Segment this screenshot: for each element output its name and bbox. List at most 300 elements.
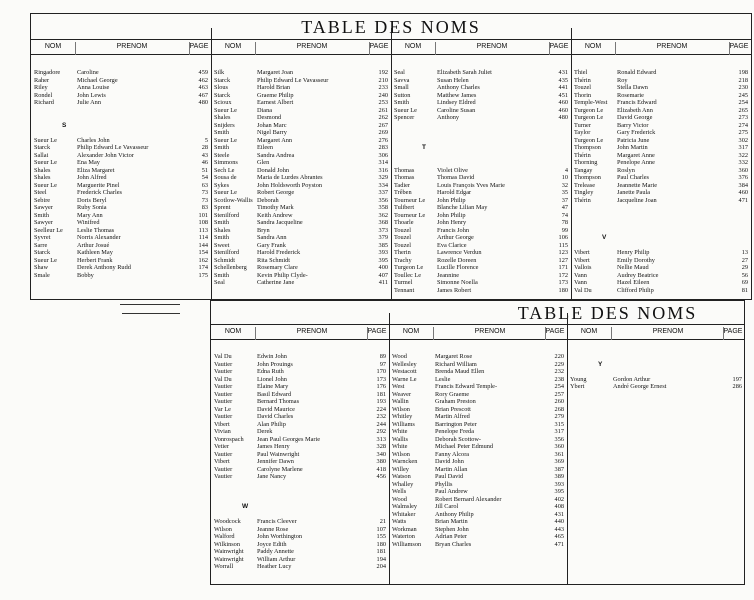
index-entry — [392, 428, 564, 436]
surname: Waterton — [392, 533, 415, 540]
given-names — [437, 152, 548, 160]
page-number: 162 — [198, 256, 208, 264]
surname: Vibert — [574, 256, 590, 264]
surname: Vallois — [574, 264, 592, 271]
given-names: Roslyn — [617, 166, 635, 174]
index-entry — [214, 458, 386, 466]
given-names: John Henry — [437, 219, 467, 226]
column-header-nom: NOM — [584, 43, 602, 50]
surname: Tingley — [574, 189, 594, 196]
given-names: Elizabeth Ann — [617, 106, 653, 114]
index-entry — [214, 361, 386, 369]
index-entry — [214, 219, 388, 227]
page-number: 395 — [554, 488, 564, 495]
given-names — [257, 496, 366, 504]
given-names: Francis John — [437, 226, 470, 234]
page-number: 175 — [198, 271, 208, 279]
cell-divider — [549, 42, 550, 55]
surname: Vetier — [214, 443, 230, 450]
page-number — [722, 368, 742, 376]
given-names — [257, 511, 366, 519]
surname: Small — [394, 84, 409, 91]
page-number: 220 — [554, 353, 564, 360]
index-entry — [574, 144, 748, 152]
page-number: 395 — [378, 256, 388, 264]
page-number: 56 — [741, 271, 748, 279]
given-names: Lucille Florence — [437, 264, 479, 271]
surname: Steel — [34, 189, 47, 196]
index-entry — [392, 443, 564, 451]
surname: Sawyer — [34, 204, 53, 211]
surname — [574, 219, 617, 227]
page-number: 114 — [198, 234, 208, 241]
column-header-prenom: PRENOM — [656, 43, 688, 50]
given-names: Brenda Maud Ellen — [435, 368, 485, 375]
page-number: 74 — [561, 211, 568, 219]
index-entry — [214, 398, 386, 406]
index-entry — [214, 473, 386, 481]
page-number: 197 — [732, 375, 742, 383]
given-names: Paul Wainwright — [257, 450, 300, 458]
given-names: Barry Victor — [617, 121, 649, 129]
page-number: 173 — [376, 375, 386, 383]
index-entry — [214, 77, 388, 85]
page-number: 384 — [738, 181, 748, 189]
index-entry — [214, 428, 386, 436]
column-header-prenom: PRENOM — [476, 43, 508, 50]
surname: Sebire — [34, 196, 51, 204]
surname — [394, 159, 437, 167]
page-number: 480 — [198, 99, 208, 106]
given-names: Norris Alexander — [77, 234, 121, 241]
page-number: 435 — [558, 76, 568, 84]
index-entry — [574, 77, 748, 85]
scan-rule — [120, 304, 180, 305]
page-number: 273 — [738, 114, 748, 121]
surname: Vautier — [214, 450, 233, 458]
given-names: Alan Philip — [257, 420, 286, 428]
page-title: TABLE DES NOMS — [301, 17, 481, 37]
surname: Williams — [392, 420, 415, 428]
index-entry — [34, 189, 208, 197]
surname: Scotlow-Wallis — [214, 196, 253, 204]
column-header-nom: NOM — [224, 43, 242, 50]
given-names: David Maurice — [257, 405, 295, 413]
page-number: 462 — [198, 76, 208, 84]
given-names: Barrington Peter — [435, 420, 477, 428]
page-number: 302 — [738, 136, 748, 144]
page-number: 73 — [201, 196, 208, 204]
surname: Wilson — [392, 405, 410, 413]
page-number: 230 — [738, 84, 748, 91]
index-entry — [392, 421, 564, 429]
surname: Slous — [214, 84, 228, 91]
given-names — [77, 114, 188, 122]
page-number: 69 — [741, 279, 748, 286]
page-number: 115 — [558, 241, 568, 249]
given-names: Henry Philip — [617, 249, 650, 256]
surname: Tennant — [394, 286, 415, 294]
page-number: 224 — [376, 405, 386, 413]
index-entry — [394, 189, 568, 197]
surname: Trelease — [574, 181, 596, 189]
page-number: 171 — [558, 264, 568, 271]
surname: Starck — [214, 76, 231, 84]
surname: Whalley — [392, 480, 414, 488]
index-entry — [214, 526, 386, 534]
surname: Shaw — [34, 264, 48, 271]
index-entry — [34, 152, 208, 160]
surname — [574, 204, 617, 212]
given-names: Eva Clarice — [437, 241, 467, 249]
given-names: Anthony Philip — [435, 510, 474, 518]
index-entry — [570, 353, 742, 361]
given-names: Glen — [257, 159, 270, 166]
index-entry — [394, 272, 568, 280]
index-entry — [574, 219, 748, 227]
page-number: 385 — [378, 241, 388, 249]
surname: Smith — [34, 211, 50, 219]
surname: Ringadore — [34, 69, 61, 76]
given-names: John Martin — [617, 144, 648, 151]
page-number — [548, 152, 568, 160]
column-header-page: PAGE — [545, 328, 565, 335]
index-entry — [214, 197, 388, 205]
page-number: 172 — [558, 271, 568, 279]
surname: Sueur Le — [34, 136, 57, 144]
page-number: 193 — [376, 398, 386, 405]
surname: Westacott — [392, 368, 417, 375]
column-header-prenom: PRENOM — [116, 43, 148, 50]
surname: Smith — [214, 219, 230, 226]
surname: Richard — [34, 99, 54, 106]
surname: Riley — [34, 84, 48, 91]
surname: Thérin — [574, 76, 591, 84]
index-entry — [214, 481, 386, 489]
index-entry — [574, 137, 748, 145]
given-names: Stella Dawn — [617, 84, 648, 91]
index-entry — [570, 383, 742, 391]
page-number: 337 — [378, 189, 388, 196]
surname — [570, 353, 613, 361]
page-number: 218 — [738, 76, 748, 84]
given-names: Jeannette Marie — [617, 181, 658, 189]
index-entry — [394, 219, 568, 227]
section-letter-text: W — [242, 503, 249, 510]
page-number: 306 — [378, 151, 388, 159]
cell-divider — [255, 327, 256, 340]
given-names: Deborah Scottow- — [435, 435, 481, 443]
page-number: 315 — [554, 420, 564, 428]
index-entry — [570, 376, 742, 384]
surname: Silk — [214, 69, 225, 76]
given-names: Penelope Anne — [617, 159, 655, 166]
surname: Williamson — [392, 540, 422, 548]
surname: Weaver — [392, 390, 412, 398]
surname: Ybert — [570, 383, 585, 390]
surname: Vonrospach — [214, 435, 244, 443]
given-names: Catherine Jane — [257, 279, 295, 286]
surname: Wainwright — [214, 555, 244, 563]
index-entry — [574, 99, 748, 107]
column-header-page: PAGE — [723, 328, 743, 335]
page-number: 360 — [554, 443, 564, 450]
column-header-prenom: PRENOM — [296, 328, 328, 335]
given-names: Bernard Thomas — [257, 398, 300, 405]
given-names: Keith Andrew — [257, 211, 293, 219]
index-entry — [574, 279, 748, 287]
surname: Wallis — [392, 435, 408, 443]
page-number: 268 — [554, 405, 564, 413]
page-number: 174 — [198, 264, 208, 271]
page-number: 107 — [376, 525, 386, 533]
given-names: Margaret Joan — [257, 69, 294, 76]
page-number: 317 — [738, 144, 748, 151]
index-entry — [214, 69, 388, 77]
index-entry — [214, 249, 388, 257]
given-names: Jean Paul Georges Marie — [257, 435, 321, 443]
surname: Sech Le — [214, 166, 235, 174]
index-entry — [394, 227, 568, 235]
section-letter-text: Y — [598, 360, 603, 368]
surname — [574, 242, 617, 250]
page-number: 63 — [201, 181, 208, 189]
surname: Taylor — [574, 129, 591, 136]
given-names: Francis Cleever — [257, 518, 297, 525]
given-names: Nigel Barry — [257, 129, 287, 136]
given-names: Marguerite Pinel — [77, 181, 120, 189]
page-number: 81 — [741, 286, 748, 294]
given-names: Edna Ruth — [257, 368, 284, 375]
page-number: 238 — [554, 375, 564, 383]
page-number — [548, 122, 568, 130]
page-number: 232 — [554, 368, 564, 375]
given-names: James Henry — [257, 443, 290, 450]
divider — [211, 324, 744, 325]
surname: Stenilford — [214, 211, 240, 219]
index-entry — [214, 137, 388, 145]
page-number: 265 — [738, 106, 748, 114]
given-names: Jane Nancy — [257, 473, 287, 480]
index-entry — [392, 361, 564, 369]
surname: Workman — [392, 525, 417, 533]
given-names: Clifford Philip — [617, 286, 654, 294]
index-entry — [214, 353, 386, 361]
index-entry — [392, 458, 564, 466]
surname: Scioux — [214, 99, 232, 106]
column-header-prenom: PRENOM — [652, 328, 684, 335]
surname: Whitley — [392, 413, 413, 420]
given-names: Jeannine — [437, 271, 460, 279]
surname — [214, 511, 257, 519]
page-number: 441 — [558, 84, 568, 91]
index-entry — [34, 204, 208, 212]
index-entry — [34, 77, 208, 85]
surname: Sueur Le — [34, 256, 57, 264]
surname: Vann — [574, 271, 587, 279]
index-entry — [392, 533, 564, 541]
given-names: Edwin John — [257, 353, 287, 360]
surname — [214, 496, 257, 504]
divider — [211, 339, 744, 340]
page-number: 456 — [376, 473, 386, 480]
given-names: Simonne Noella — [437, 279, 478, 286]
page-number: 431 — [554, 510, 564, 518]
index-entry — [214, 488, 386, 496]
given-names — [257, 481, 366, 489]
given-names: Roy — [617, 76, 628, 84]
index-entry — [34, 92, 208, 100]
index-entry — [392, 466, 564, 474]
index-entry — [574, 212, 748, 220]
surname: Temple-West — [574, 99, 608, 106]
given-names: Graham Preston — [435, 398, 476, 405]
cell-divider — [255, 42, 256, 55]
surname: Smith — [214, 234, 230, 241]
index-entry — [574, 129, 748, 137]
surname: Thérin — [574, 151, 591, 159]
index-entry — [392, 406, 564, 414]
index-entry — [394, 122, 568, 130]
given-names: Doris Beryl — [77, 196, 107, 204]
page-number: 373 — [378, 226, 388, 234]
surname: Wood — [392, 353, 407, 360]
given-names: Sandra Andrea — [257, 151, 295, 159]
index-entry — [392, 368, 564, 376]
page-number: 28 — [201, 144, 208, 151]
page-number: 313 — [376, 435, 386, 443]
page-number: 144 — [198, 241, 208, 249]
page-number: 279 — [554, 413, 564, 420]
index-entry — [34, 257, 208, 265]
given-names: Ronald Edward — [617, 69, 657, 76]
page-number: 233 — [378, 84, 388, 91]
surname: Sueur Le — [34, 159, 57, 166]
index-entry — [34, 242, 208, 250]
given-names: Rory Graeme — [435, 390, 470, 398]
given-names: Susan Helen — [437, 76, 469, 84]
given-names: Graeme Philip — [257, 91, 294, 99]
surname: Young — [570, 375, 587, 383]
surname: Touzel — [394, 241, 412, 249]
index-entry — [214, 496, 386, 504]
given-names: Patricia June — [617, 136, 650, 144]
surname: Wilson — [214, 525, 232, 533]
surname: Stenilford — [214, 249, 240, 256]
surname: Val Du — [214, 375, 232, 383]
given-names: Martin Alfred — [435, 413, 470, 420]
given-names: Timothy Mark — [257, 204, 294, 211]
given-names: Robert George — [257, 189, 295, 196]
surname — [34, 129, 77, 137]
index-entry — [34, 249, 208, 257]
given-names: Jennifer Dawn — [257, 458, 294, 465]
page-number: 173 — [558, 279, 568, 286]
page-number: 253 — [378, 99, 388, 106]
index-entry — [392, 398, 564, 406]
index-entry — [34, 144, 208, 152]
page-number: 155 — [376, 533, 386, 540]
given-names: Desmond — [257, 114, 282, 121]
index-entry — [214, 152, 388, 160]
page-number: 369 — [554, 458, 564, 465]
page-number: 244 — [376, 420, 386, 428]
given-names: Herbert Frank — [77, 256, 113, 264]
column-header-page: PAGE — [189, 43, 209, 50]
given-names: Richard William — [435, 360, 477, 368]
page-number: 480 — [558, 114, 568, 121]
surname: Shales — [34, 174, 51, 181]
cell-divider — [435, 42, 436, 55]
index-entry — [214, 212, 388, 220]
surname: Vivian — [214, 428, 231, 435]
page-number: 334 — [378, 181, 388, 189]
surname — [394, 129, 437, 137]
given-names: Nellie Maud — [617, 264, 649, 271]
page-number: 254 — [554, 383, 564, 390]
surname — [214, 488, 257, 496]
page-number: 387 — [554, 465, 564, 473]
index-entry — [214, 174, 388, 182]
index-entry — [574, 189, 748, 197]
surname: Wainwright — [214, 548, 244, 555]
surname: Tourneur Le — [394, 196, 426, 204]
cell-divider — [615, 42, 616, 55]
page-number: 35 — [561, 189, 568, 196]
surname: Willey — [392, 465, 409, 473]
column-header-prenom: PRENOM — [474, 328, 506, 335]
surname: Sykes — [214, 181, 230, 189]
given-names: Julie Ann — [77, 99, 101, 106]
surname: Tangay — [574, 166, 593, 174]
index-entry — [34, 159, 208, 167]
cell-divider — [369, 42, 370, 55]
page-number: 471 — [738, 196, 748, 204]
index-entry — [394, 69, 568, 77]
index-table-top — [30, 13, 752, 300]
page-number: 408 — [554, 503, 564, 510]
given-names — [613, 368, 722, 376]
page-number — [548, 137, 568, 145]
page-number: 443 — [554, 525, 564, 533]
given-names: Hazel Eileen — [617, 279, 650, 286]
page-number — [728, 204, 748, 212]
section-letter — [394, 144, 568, 152]
index-entry — [214, 227, 388, 235]
index-entry — [574, 272, 748, 280]
index-entry — [392, 391, 564, 399]
given-names: James Robert — [437, 286, 472, 294]
given-names: Rosemary Clare — [257, 264, 298, 271]
page-number: 471 — [554, 540, 564, 548]
surname: Touzel — [574, 84, 592, 91]
given-names: Paul Charles — [617, 174, 650, 181]
column-header-page: PAGE — [729, 43, 749, 50]
index-entry — [214, 436, 386, 444]
page-number: 276 — [378, 136, 388, 144]
given-names: Paddy Annette — [257, 548, 294, 555]
index-entry — [34, 234, 208, 242]
index-entry — [392, 526, 564, 534]
page-number: 194 — [376, 555, 386, 563]
given-names — [437, 137, 548, 145]
given-names: Joyce Edith — [257, 540, 287, 548]
page-number — [366, 481, 386, 489]
surname — [34, 107, 77, 115]
surname: Turgeon Le — [394, 264, 424, 271]
surname: Syvret — [34, 234, 51, 241]
page-number: 29 — [741, 264, 748, 271]
